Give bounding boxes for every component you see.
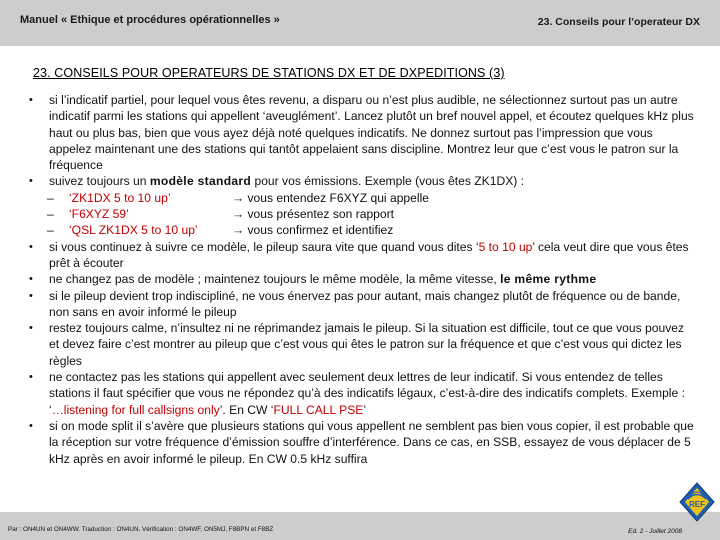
header-section-title: 23. Conseils pour l’operateur DX bbox=[537, 16, 700, 28]
bullet-text: ne contactez pas les stations qui appellent avec seulement deux lettres de leur indicatif. Si vous entendez de telles stations il faut spécifier que vous ne répondez qu’à des indicatifs légaux, c’est-à-dire des indicatifs complets. Exemple : ‘ bbox=[49, 370, 685, 417]
example-phrase: ‘ZK1DX 5 to 10 up’ bbox=[69, 190, 171, 205]
bold-text: modèle standard bbox=[149, 174, 252, 189]
dash-marker: – bbox=[47, 223, 54, 238]
bullet-text: ne changez pas de modèle ; maintenez toujours le même modèle, la même vitesse, bbox=[49, 272, 501, 287]
example-line bbox=[29, 206, 697, 222]
example-line bbox=[29, 222, 697, 238]
example-meaning: → vous confirmez et identifiez bbox=[232, 223, 394, 238]
bullet-item bbox=[29, 92, 697, 173]
slide-title: 23. CONSEILS POUR OPERATEURS DE STATIONS DX ET DE DXPEDITIONS (3) bbox=[33, 66, 505, 80]
bullet-text: pour vos émissions. Exemple (vous êtes ZK1DX) : bbox=[251, 174, 525, 189]
bullet-marker: • bbox=[29, 175, 33, 188]
bullet-item bbox=[29, 271, 697, 287]
example-meaning: → vous présentez son rapport bbox=[232, 207, 395, 222]
bullet-item bbox=[29, 288, 697, 321]
red-text: FULL CALL PSE bbox=[273, 402, 364, 417]
dash-marker: – bbox=[47, 207, 54, 222]
footer-credits: Par : ON4UN et ON4WW. Traduction : ON4UN. Vérification : ON4WF, ON5MJ, F8BPN et F8BZ bbox=[8, 526, 274, 533]
bold-text: le même rythme bbox=[500, 272, 597, 287]
bullet-item bbox=[29, 418, 697, 467]
red-text: …listening for full callsigns only bbox=[51, 402, 220, 417]
ref-logo-icon bbox=[679, 482, 715, 522]
bullet-marker: • bbox=[29, 273, 33, 286]
bullet-list bbox=[29, 92, 697, 467]
example-phrase: ‘QSL ZK1DX 5 to 10 up’ bbox=[69, 223, 198, 238]
header-manual-title: Manuel « Ethique et procédures opérationnelles » bbox=[20, 14, 280, 26]
bullet-text: suivez toujours un bbox=[49, 174, 150, 189]
bullet-item bbox=[29, 369, 697, 418]
bullet-text: si le pileup devient trop indiscipliné, ne vous énervez pas pour autant, mais changez plutôt de fréquence ou de bande, non sans en avoir informé le pileup bbox=[49, 288, 681, 319]
bullet-text: si vous continuez à suivre ce modèle, le pileup saura vite que quand vous dites ‘ bbox=[49, 239, 479, 254]
footer-edition: Ed. 2 - Juillet 2008 bbox=[628, 528, 682, 535]
example-meaning: → vous entendez F6XYZ qui appelle bbox=[232, 190, 429, 205]
svg-text:REF: REF bbox=[689, 500, 705, 509]
example-phrase: ‘F6XYZ 59’ bbox=[69, 207, 129, 222]
bullet-marker: • bbox=[29, 322, 33, 335]
bullet-text: ’. En CW ‘ bbox=[219, 402, 274, 417]
bullet-marker: • bbox=[29, 371, 33, 384]
bullet-marker: • bbox=[29, 94, 33, 106]
header-bar bbox=[0, 0, 720, 46]
bullet-marker: • bbox=[29, 419, 33, 432]
bullet-marker: • bbox=[29, 289, 33, 302]
bullet-text: si l’indicatif partiel, pour lequel vous êtes revenu, a disparu ou n’est plus audible, ne sélectionnez surtout pas un autre indicatif parmi les stations qui appellent ‘aveuglément’. Lancez plutôt un bref nouvel appel, et écoutez quelques kHz plus haut ou plus bas, bien que vous ayez déjà noté quelques indicatifs. Ne donnez surtout pas l’impression que vous appelez maintenant une des stations qui tantôt appelaient sans discipline. Montrez leur que c’est vous le patron sur la fréquence bbox=[49, 93, 694, 173]
bullet-item bbox=[29, 239, 697, 272]
footer-bar bbox=[0, 512, 720, 540]
bullet-item bbox=[29, 320, 697, 369]
bullet-text: si on mode split il s’avère que plusieurs stations qui vous appellent ne semblent pas bien vous copier, il est probable que la réception sur votre fréquence d’émission souffre d’interférence. Dans ce cas, en SSB, essayez de vous déplacer de 5 kHz après en avoir informé le pileup. En CW 0.5 kHz suffira bbox=[49, 418, 694, 466]
red-text: 5 to 10 up bbox=[478, 239, 533, 254]
example-line bbox=[29, 190, 697, 206]
bullet-text: restez toujours calme, n’insultez ni ne réprimandez jamais le pileup. Si la situation est difficile, tout ce que vous pouvez et devez faire c’est montrer au pileup que c’est vous qui êtes le patron sur la fréquence et que c’est vous qui dictez les règles bbox=[49, 321, 685, 368]
bullet-text: ’ bbox=[363, 402, 367, 417]
dash-marker: – bbox=[47, 190, 54, 205]
bullet-marker: • bbox=[29, 240, 33, 253]
bullet-item bbox=[29, 173, 697, 189]
bullet-text: ’ cela veut dire que vous êtes prêt à écouter bbox=[49, 239, 689, 270]
